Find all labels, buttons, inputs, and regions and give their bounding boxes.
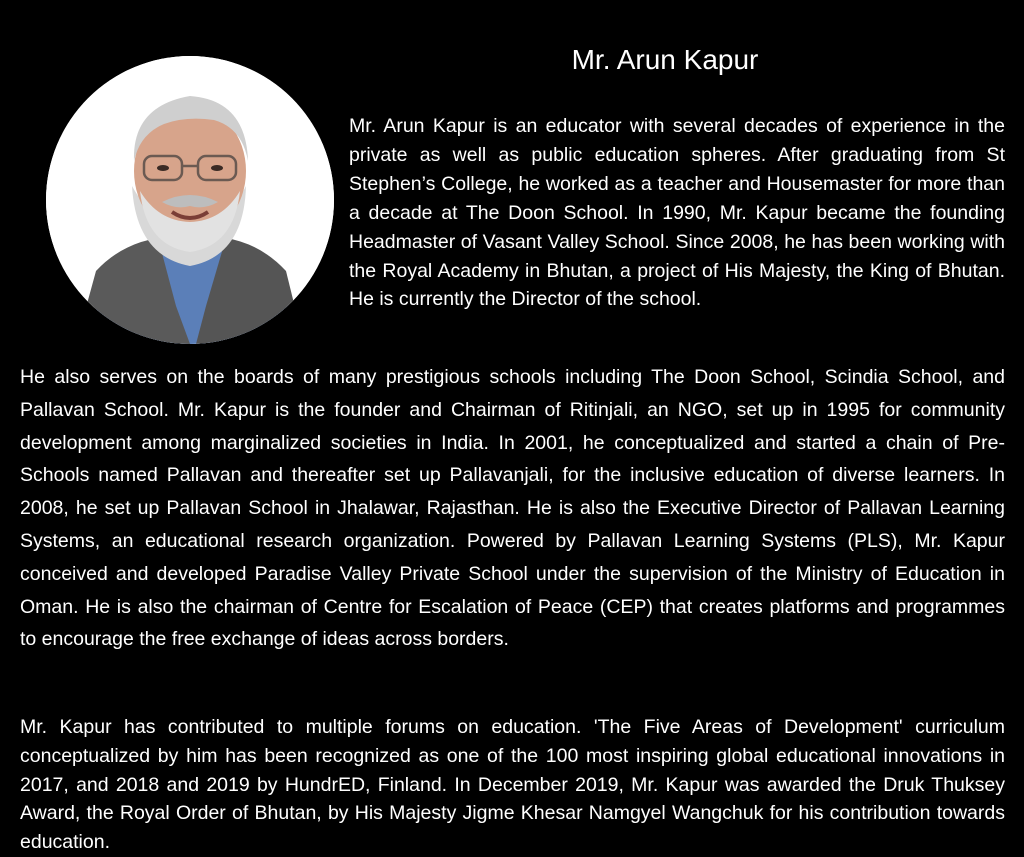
bio-paragraph-intro: Mr. Arun Kapur is an educator with several decades of experience in the private as well as public education spheres. After graduating from St Stephen’s College, he worked as a teacher and Housemaster for more than a decade at The Doon School. In 1990, Mr. Kapur became the founding Headmaster of Vasant Valley School. Since 2008, he has been working with the Royal Academy in Bhutan, a project of His Majesty, the King of Bhutan. He is currently the Director of the school. [349, 115, 1005, 311]
bio-paragraph-boards: He also serves on the boards of many prestigious schools including The Doon School, Scindia School, and Pallavan School. Mr. Kapur is the founder and Chairman of Ritinjali, an NGO, set up in 1995 for community development among marginalized societies in India. In 2001, he conceptualized and started a chain of Pre-Schools named Pallavan and thereafter set up Pallavanjali, for the inclusive education of diverse learners. In 2008, he set up Pallavan School in Jhalawar, Rajasthan. He is also the Executive Director of Pallavan Learning Systems, an educational research organization. Powered by Pallavan Learning Systems (PLS), Mr. Kapur conceived and developed Paradise Valley Private School under the supervision of the Ministry of Education in Oman. He is also the chairman of Centre for Escalation of Peace (CEP) that creates platforms and programmes to encourage the free exchange of ideas across borders. [20, 366, 1005, 651]
portrait-photo [46, 56, 334, 344]
bio-paragraph-awards: Mr. Kapur has contributed to multiple forums on education. 'The Five Areas of Development' curriculum conceptualized by him has been recognized as one of the 100 most inspiring global educational innovations in 2017, and 2018 and 2019 by HundrED, Finland. In December 2019, Mr. Kapur was awarded the Druk Thuksey Award, the Royal Order of Bhutan, by His Majesty Jigme Khesar Namgyel Wangchuk for his contribution towards education. [20, 716, 1005, 854]
page-title: Mr. Arun Kapur [571, 44, 759, 75]
portrait-illustration [46, 56, 334, 344]
